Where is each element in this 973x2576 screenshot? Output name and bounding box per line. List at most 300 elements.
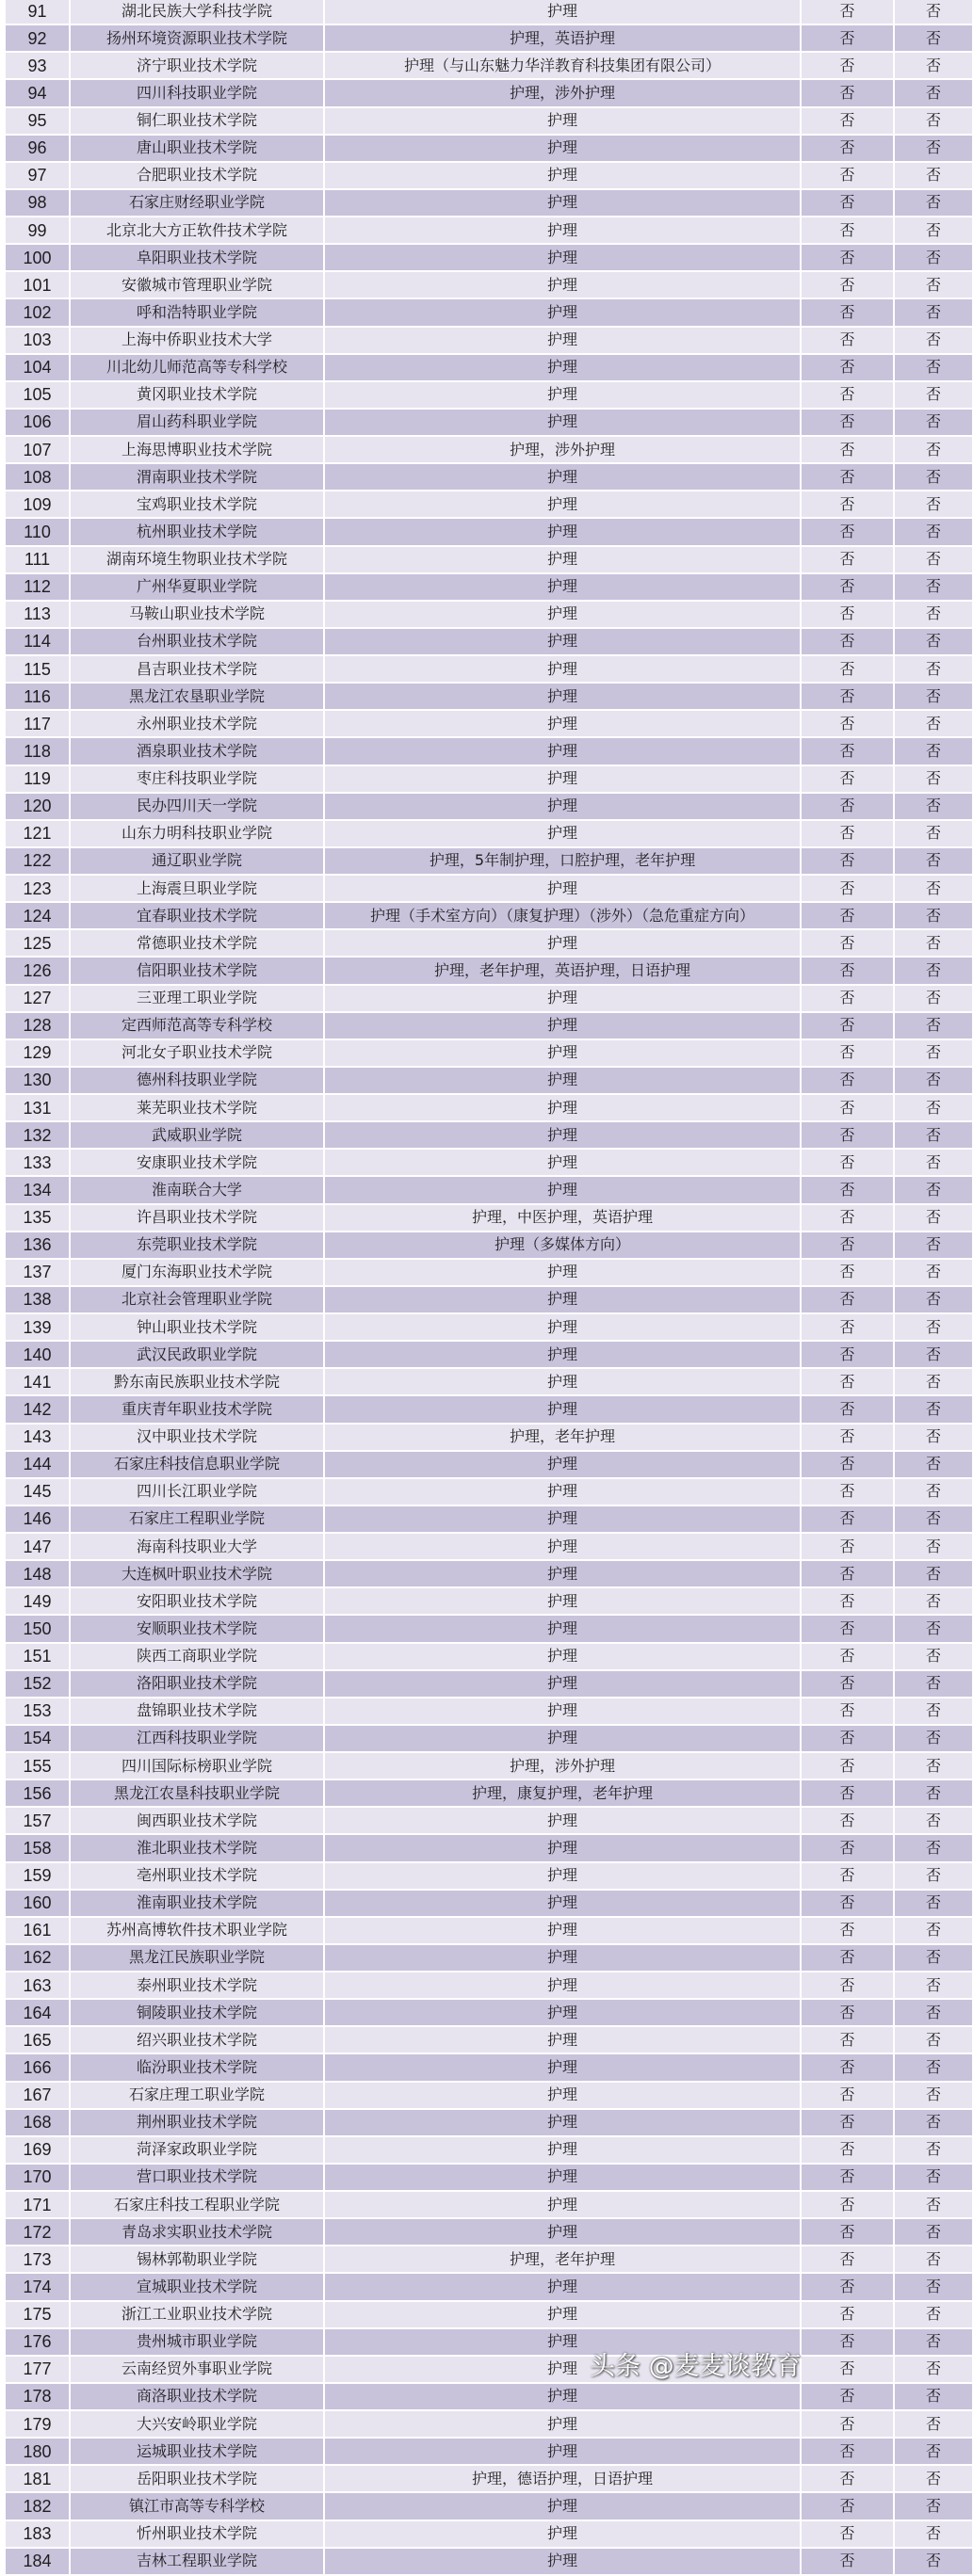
flag-col-4: 否 — [801, 546, 894, 573]
major-list: 护理 — [324, 2356, 801, 2383]
row-number: 92 — [5, 24, 70, 52]
major-list: 护理 — [324, 1039, 801, 1067]
table-row — [5, 793, 973, 820]
table-row — [5, 354, 973, 381]
major-list: 护理 — [324, 710, 801, 737]
flag-col-5: 否 — [894, 1259, 973, 1286]
school-name: 洛阳职业技术学院 — [70, 1670, 324, 1698]
school-name: 枣庄科技职业学院 — [70, 765, 324, 793]
school-name: 武汉民政职业学院 — [70, 1341, 324, 1368]
school-name: 北京社会管理职业学院 — [70, 1286, 324, 1313]
flag-col-5: 否 — [894, 1149, 973, 1176]
table-row — [5, 1670, 973, 1698]
flag-col-4: 否 — [801, 765, 894, 793]
row-number: 107 — [5, 436, 70, 463]
school-name: 合肥职业技术学院 — [70, 162, 324, 189]
table-row — [5, 847, 973, 875]
flag-col-5: 否 — [894, 518, 973, 545]
major-list: 护理 — [324, 1341, 801, 1368]
flag-col-5: 否 — [894, 875, 973, 902]
school-name: 石家庄理工职业学院 — [70, 2082, 324, 2109]
row-number: 161 — [5, 1917, 70, 1944]
school-name: 安康职业技术学院 — [70, 1149, 324, 1176]
flag-col-5: 否 — [894, 491, 973, 518]
major-list: 护理（手术室方向）（康复护理）（涉外）（急危重症方向） — [324, 902, 801, 929]
school-name: 民办四川天一学院 — [70, 793, 324, 820]
row-number: 129 — [5, 1039, 70, 1067]
major-list: 护理 — [324, 2191, 801, 2218]
table-row — [5, 655, 973, 683]
major-list: 护理 — [324, 2301, 801, 2328]
flag-col-4: 否 — [801, 902, 894, 929]
major-list: 护理 — [324, 1176, 801, 1203]
table-row — [5, 409, 973, 436]
flag-col-5: 否 — [894, 2246, 973, 2273]
flag-col-5: 否 — [894, 1890, 973, 1917]
table-row — [5, 1176, 973, 1203]
table-row — [5, 1999, 973, 2026]
flag-col-4: 否 — [801, 2053, 894, 2081]
flag-col-4: 否 — [801, 793, 894, 820]
flag-col-5: 否 — [894, 2191, 973, 2218]
flag-col-5: 否 — [894, 1094, 973, 1121]
major-list: 护理 — [324, 628, 801, 655]
flag-col-4: 否 — [801, 1698, 894, 1725]
flag-col-4: 否 — [801, 601, 894, 628]
row-number: 98 — [5, 189, 70, 217]
flag-col-4: 否 — [801, 2492, 894, 2520]
flag-col-4: 否 — [801, 1834, 894, 1861]
table-row — [5, 189, 973, 217]
table-row — [5, 79, 973, 106]
row-number: 174 — [5, 2273, 70, 2300]
table-row — [5, 875, 973, 902]
major-list: 护理 — [324, 2410, 801, 2438]
row-number: 145 — [5, 1478, 70, 1505]
row-number: 158 — [5, 1834, 70, 1861]
flag-col-5: 否 — [894, 1451, 973, 1478]
row-number: 164 — [5, 1999, 70, 2026]
flag-col-5: 否 — [894, 601, 973, 628]
table-row — [5, 1834, 973, 1861]
row-number: 162 — [5, 1944, 70, 1972]
school-name: 石家庄科技信息职业学院 — [70, 1451, 324, 1478]
flag-col-4: 否 — [801, 217, 894, 244]
row-number: 124 — [5, 902, 70, 929]
major-list: 护理 — [324, 601, 801, 628]
row-number: 134 — [5, 1176, 70, 1203]
flag-col-4: 否 — [801, 2191, 894, 2218]
row-number: 139 — [5, 1313, 70, 1341]
major-list: 护理 — [324, 1807, 801, 1834]
flag-col-5: 否 — [894, 1752, 973, 1779]
school-name: 黑龙江农垦职业学院 — [70, 683, 324, 710]
table-row — [5, 1587, 973, 1615]
flag-col-4: 否 — [801, 683, 894, 710]
major-list: 护理（多媒体方向） — [324, 1232, 801, 1259]
flag-col-5: 否 — [894, 2082, 973, 2109]
flag-col-4: 否 — [801, 162, 894, 189]
school-name: 重庆青年职业技术学院 — [70, 1395, 324, 1423]
flag-col-4: 否 — [801, 929, 894, 957]
flag-col-4: 否 — [801, 518, 894, 545]
row-number: 155 — [5, 1752, 70, 1779]
school-name: 济宁职业技术学院 — [70, 52, 324, 79]
flag-col-4: 否 — [801, 2246, 894, 2273]
school-name: 亳州职业技术学院 — [70, 1862, 324, 1890]
flag-col-5: 否 — [894, 2438, 973, 2465]
school-name: 海南科技职业大学 — [70, 1533, 324, 1560]
flag-col-5: 否 — [894, 1807, 973, 1834]
major-list: 护理 — [324, 1149, 801, 1176]
major-list: 护理 — [324, 1478, 801, 1505]
flag-col-4: 否 — [801, 1972, 894, 1999]
flag-col-5: 否 — [894, 1834, 973, 1861]
flag-col-5: 否 — [894, 1779, 973, 1807]
table-row — [5, 1779, 973, 1807]
flag-col-4: 否 — [801, 327, 894, 354]
row-number: 177 — [5, 2356, 70, 2383]
row-number: 160 — [5, 1890, 70, 1917]
row-number: 178 — [5, 2383, 70, 2410]
flag-col-5: 否 — [894, 2492, 973, 2520]
flag-col-5: 否 — [894, 1286, 973, 1313]
table-row — [5, 1204, 973, 1232]
school-name: 马鞍山职业技术学院 — [70, 601, 324, 628]
major-list: 护理 — [324, 1012, 801, 1039]
row-number: 101 — [5, 271, 70, 298]
flag-col-5: 否 — [894, 1313, 973, 1341]
row-number: 144 — [5, 1451, 70, 1478]
flag-col-4: 否 — [801, 79, 894, 106]
flag-col-4: 否 — [801, 1121, 894, 1149]
row-number: 157 — [5, 1807, 70, 1834]
table-row — [5, 491, 973, 518]
row-number: 182 — [5, 2492, 70, 2520]
flag-col-4: 否 — [801, 436, 894, 463]
flag-col-5: 否 — [894, 737, 973, 765]
table-row — [5, 2082, 973, 2109]
flag-col-5: 否 — [894, 546, 973, 573]
school-name: 营口职业技术学院 — [70, 2164, 324, 2191]
school-name: 莱芜职业技术学院 — [70, 1094, 324, 1121]
flag-col-4: 否 — [801, 1451, 894, 1478]
row-number: 103 — [5, 327, 70, 354]
major-list: 护理 — [324, 1286, 801, 1313]
flag-col-5: 否 — [894, 1121, 973, 1149]
table-row — [5, 1890, 973, 1917]
row-number: 99 — [5, 217, 70, 244]
flag-col-4: 否 — [801, 1560, 894, 1587]
flag-col-4: 否 — [801, 1505, 894, 1533]
table-row — [5, 737, 973, 765]
flag-col-5: 否 — [894, 765, 973, 793]
table-row — [5, 2191, 973, 2218]
flag-col-5: 否 — [894, 436, 973, 463]
major-list: 护理 — [324, 1725, 801, 1752]
row-number: 112 — [5, 573, 70, 601]
major-list: 护理 — [324, 1698, 801, 1725]
major-list: 护理 — [324, 135, 801, 162]
school-name: 东莞职业技术学院 — [70, 1232, 324, 1259]
flag-col-4: 否 — [801, 1478, 894, 1505]
school-name: 台州职业技术学院 — [70, 628, 324, 655]
major-list: 护理，老年护理 — [324, 1424, 801, 1451]
flag-col-5: 否 — [894, 1615, 973, 1642]
school-name: 陕西工商职业学院 — [70, 1643, 324, 1670]
school-name: 眉山药科职业学院 — [70, 409, 324, 436]
school-name: 酒泉职业技术学院 — [70, 737, 324, 765]
school-name: 青岛求实职业技术学院 — [70, 2218, 324, 2246]
major-list: 护理 — [324, 1533, 801, 1560]
flag-col-4: 否 — [801, 1999, 894, 2026]
flag-col-4: 否 — [801, 1752, 894, 1779]
school-name: 石家庄工程职业学院 — [70, 1505, 324, 1533]
major-list: 护理 — [324, 1862, 801, 1890]
flag-col-4: 否 — [801, 1779, 894, 1807]
major-list: 护理 — [324, 985, 801, 1012]
table-row — [5, 710, 973, 737]
table-row — [5, 1067, 973, 1094]
major-list: 护理 — [324, 820, 801, 847]
school-name: 安顺职业技术学院 — [70, 1615, 324, 1642]
school-name: 大兴安岭职业学院 — [70, 2410, 324, 2438]
row-number: 156 — [5, 1779, 70, 1807]
flag-col-4: 否 — [801, 847, 894, 875]
school-name: 河北女子职业技术学院 — [70, 1039, 324, 1067]
major-list: 护理 — [324, 2136, 801, 2164]
major-list: 护理，涉外护理 — [324, 436, 801, 463]
major-list: 护理 — [324, 1505, 801, 1533]
flag-col-5: 否 — [894, 1505, 973, 1533]
major-list: 护理 — [324, 107, 801, 135]
flag-col-4: 否 — [801, 2520, 894, 2548]
flag-col-4: 否 — [801, 1286, 894, 1313]
table-row — [5, 1012, 973, 1039]
table-row — [5, 2218, 973, 2246]
school-name: 闽西职业技术学院 — [70, 1807, 324, 1834]
school-name: 贵州城市职业学院 — [70, 2328, 324, 2356]
school-name: 盘锦职业技术学院 — [70, 1698, 324, 1725]
school-name: 安徽城市管理职业学院 — [70, 271, 324, 298]
major-list: 护理 — [324, 1999, 801, 2026]
flag-col-4: 否 — [801, 0, 894, 24]
flag-col-5: 否 — [894, 24, 973, 52]
row-number: 95 — [5, 107, 70, 135]
flag-col-4: 否 — [801, 2301, 894, 2328]
flag-col-5: 否 — [894, 381, 973, 409]
flag-col-4: 否 — [801, 1862, 894, 1890]
table-row — [5, 1752, 973, 1779]
school-name: 湖北民族大学科技学院 — [70, 0, 324, 24]
row-number: 142 — [5, 1395, 70, 1423]
flag-col-4: 否 — [801, 409, 894, 436]
flag-col-5: 否 — [894, 628, 973, 655]
flag-col-4: 否 — [801, 2026, 894, 2053]
school-name: 许昌职业技术学院 — [70, 1204, 324, 1232]
major-list: 护理 — [324, 2438, 801, 2465]
flag-col-4: 否 — [801, 1012, 894, 1039]
table-row — [5, 1505, 973, 1533]
flag-col-4: 否 — [801, 1587, 894, 1615]
row-number: 175 — [5, 2301, 70, 2328]
flag-col-5: 否 — [894, 1067, 973, 1094]
school-name: 湖南环境生物职业技术学院 — [70, 546, 324, 573]
table-row — [5, 2356, 973, 2383]
flag-col-5: 否 — [894, 1424, 973, 1451]
school-name: 镇江市高等专科学校 — [70, 2492, 324, 2520]
table-row — [5, 2109, 973, 2136]
table-row — [5, 1862, 973, 1890]
school-name: 四川长江职业学院 — [70, 1478, 324, 1505]
flag-col-5: 否 — [894, 710, 973, 737]
row-number: 171 — [5, 2191, 70, 2218]
major-list: 护理，涉外护理 — [324, 79, 801, 106]
school-name: 铜陵职业技术学院 — [70, 1999, 324, 2026]
major-list: 护理 — [324, 217, 801, 244]
major-list: 护理 — [324, 298, 801, 326]
table-row — [5, 1560, 973, 1587]
major-list: 护理 — [324, 2164, 801, 2191]
table-row — [5, 2053, 973, 2081]
row-number: 102 — [5, 298, 70, 326]
school-name: 厦门东海职业技术学院 — [70, 1259, 324, 1286]
row-number: 140 — [5, 1341, 70, 1368]
flag-col-5: 否 — [894, 1560, 973, 1587]
major-list: 护理 — [324, 1451, 801, 1478]
school-name: 渭南职业技术学院 — [70, 463, 324, 491]
major-list: 护理 — [324, 1395, 801, 1423]
row-number: 148 — [5, 1560, 70, 1587]
flag-col-4: 否 — [801, 1944, 894, 1972]
school-name: 杭州职业技术学院 — [70, 518, 324, 545]
flag-col-5: 否 — [894, 2328, 973, 2356]
table-row — [5, 573, 973, 601]
table-row — [5, 0, 973, 24]
flag-col-5: 否 — [894, 107, 973, 135]
major-list: 护理 — [324, 1670, 801, 1698]
school-name: 黔东南民族职业技术学院 — [70, 1368, 324, 1395]
flag-col-4: 否 — [801, 1094, 894, 1121]
major-list: 护理，康复护理，老年护理 — [324, 1779, 801, 1807]
row-number: 128 — [5, 1012, 70, 1039]
school-name: 汉中职业技术学院 — [70, 1424, 324, 1451]
row-number: 123 — [5, 875, 70, 902]
flag-col-5: 否 — [894, 2109, 973, 2136]
table-row — [5, 2438, 973, 2465]
school-name: 云南经贸外事职业学院 — [70, 2356, 324, 2383]
major-list: 护理 — [324, 189, 801, 217]
major-list: 护理 — [324, 793, 801, 820]
flag-col-4: 否 — [801, 628, 894, 655]
table-row — [5, 463, 973, 491]
flag-col-5: 否 — [894, 1232, 973, 1259]
flag-col-4: 否 — [801, 2164, 894, 2191]
row-number: 119 — [5, 765, 70, 793]
flag-col-5: 否 — [894, 2136, 973, 2164]
row-number: 141 — [5, 1368, 70, 1395]
table-row — [5, 327, 973, 354]
major-list: 护理 — [324, 1313, 801, 1341]
school-name: 临汾职业技术学院 — [70, 2053, 324, 2081]
table-row — [5, 1451, 973, 1478]
school-name: 石家庄科技工程职业学院 — [70, 2191, 324, 2218]
flag-col-5: 否 — [894, 1670, 973, 1698]
flag-col-5: 否 — [894, 327, 973, 354]
flag-col-4: 否 — [801, 2438, 894, 2465]
row-number: 151 — [5, 1643, 70, 1670]
major-list: 护理 — [324, 2492, 801, 2520]
row-number: 127 — [5, 985, 70, 1012]
row-number: 152 — [5, 1670, 70, 1698]
table-row — [5, 1615, 973, 1642]
table-row — [5, 1094, 973, 1121]
flag-col-4: 否 — [801, 1395, 894, 1423]
school-name: 大连枫叶职业技术学院 — [70, 1560, 324, 1587]
flag-col-4: 否 — [801, 655, 894, 683]
flag-col-4: 否 — [801, 737, 894, 765]
row-number: 91 — [5, 0, 70, 24]
flag-col-5: 否 — [894, 79, 973, 106]
major-list: 护理，涉外护理 — [324, 1752, 801, 1779]
table-row — [5, 765, 973, 793]
flag-col-4: 否 — [801, 52, 894, 79]
flag-col-4: 否 — [801, 381, 894, 409]
table-row — [5, 2164, 973, 2191]
flag-col-5: 否 — [894, 409, 973, 436]
row-number: 176 — [5, 2328, 70, 2356]
row-number: 116 — [5, 683, 70, 710]
flag-col-5: 否 — [894, 162, 973, 189]
flag-col-4: 否 — [801, 2328, 894, 2356]
flag-col-4: 否 — [801, 820, 894, 847]
flag-col-4: 否 — [801, 1643, 894, 1670]
school-name: 宣城职业技术学院 — [70, 2273, 324, 2300]
flag-col-5: 否 — [894, 0, 973, 24]
row-number: 167 — [5, 2082, 70, 2109]
table-row — [5, 2520, 973, 2548]
flag-col-5: 否 — [894, 1862, 973, 1890]
table-row — [5, 436, 973, 463]
flag-col-4: 否 — [801, 573, 894, 601]
major-list: 护理 — [324, 765, 801, 793]
flag-col-5: 否 — [894, 354, 973, 381]
major-list: 护理 — [324, 1834, 801, 1861]
table-row — [5, 820, 973, 847]
major-list: 护理 — [324, 546, 801, 573]
flag-col-5: 否 — [894, 1176, 973, 1203]
row-number: 169 — [5, 2136, 70, 2164]
school-name: 浙江工业职业技术学院 — [70, 2301, 324, 2328]
row-number: 94 — [5, 79, 70, 106]
school-name: 忻州职业技术学院 — [70, 2520, 324, 2548]
flag-col-5: 否 — [894, 1725, 973, 1752]
flag-col-5: 否 — [894, 1999, 973, 2026]
flag-col-5: 否 — [894, 902, 973, 929]
row-number: 125 — [5, 929, 70, 957]
row-number: 183 — [5, 2520, 70, 2548]
major-list: 护理 — [324, 1972, 801, 1999]
row-number: 96 — [5, 135, 70, 162]
school-name: 淮南职业技术学院 — [70, 1890, 324, 1917]
table-row — [5, 2383, 973, 2410]
flag-col-4: 否 — [801, 135, 894, 162]
table-row — [5, 1944, 973, 1972]
row-number: 122 — [5, 847, 70, 875]
major-list: 护理 — [324, 2026, 801, 2053]
flag-col-5: 否 — [894, 2383, 973, 2410]
row-number: 113 — [5, 601, 70, 628]
